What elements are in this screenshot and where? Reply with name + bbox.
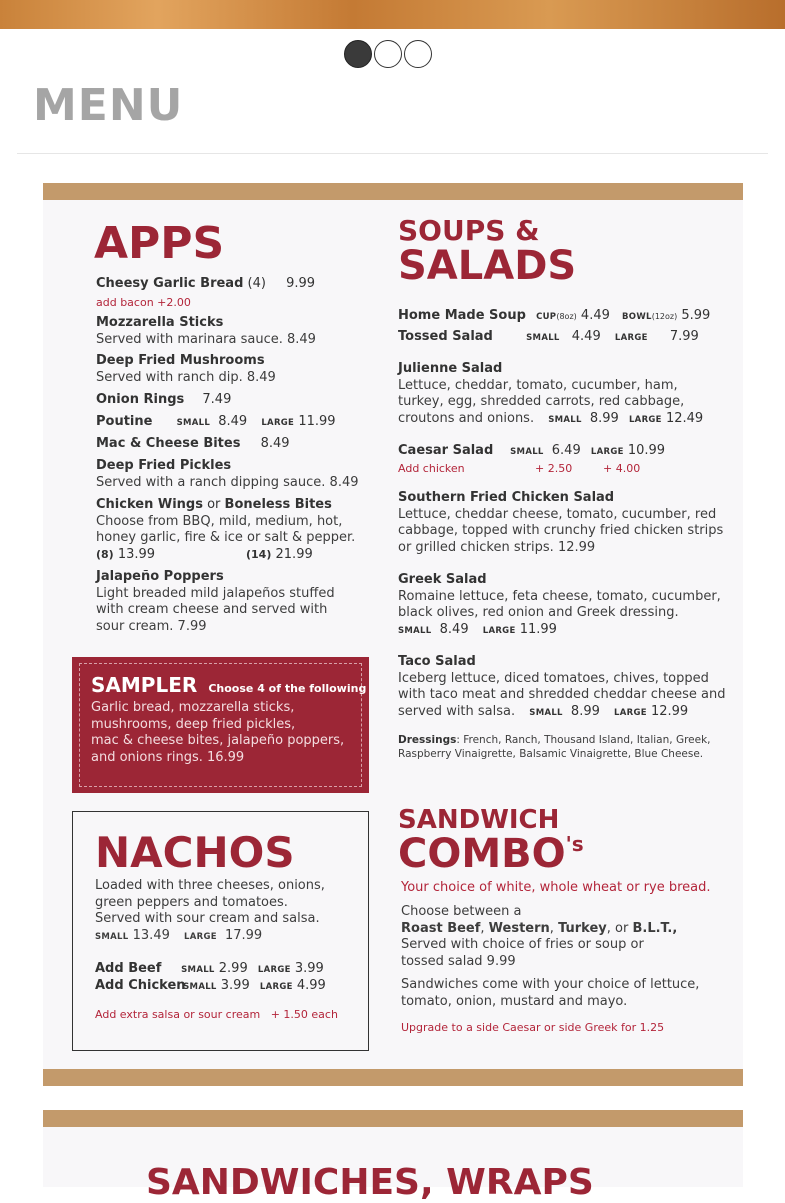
menu-item-cheesy-garlic-bread: [96, 276, 315, 293]
size-label: SMALL: [510, 447, 544, 457]
divider: [17, 153, 768, 154]
combo-line: tomato, onion, mustard and mayo.: [401, 993, 628, 1009]
menu-item-julienne-salad: [398, 361, 703, 428]
combo-line: Choose between a: [401, 904, 522, 919]
item-price: 11.99: [519, 621, 557, 637]
item-desc: Lettuce, cheddar cheese, tomato, cucumber, red: [398, 506, 717, 522]
item-price: 3.99: [294, 961, 324, 976]
separator: , or: [606, 920, 633, 936]
item-price: 4.49: [580, 308, 610, 323]
page-title: MENU: [33, 80, 184, 131]
size-label: LARGE: [482, 625, 516, 636]
size-label: SMALL: [95, 931, 129, 942]
menu-item-greek-salad: [398, 572, 721, 639]
item-name: Home Made Soup: [398, 308, 526, 323]
size-label: BOWL: [622, 312, 652, 322]
sampler-subtitle: Choose 4 of the following: [208, 682, 367, 695]
item-name: Cheesy Garlic Bread: [96, 276, 244, 291]
item-price: 7.49: [202, 392, 232, 407]
item-price: 17.99: [224, 927, 263, 943]
nachos-line: Served with sour cream and salsa.: [95, 911, 320, 926]
item-desc: Lettuce, cheddar, tomato, cucumber, ham,: [398, 377, 678, 393]
item-desc: with taco meat and shredded cheddar cheese and: [398, 687, 726, 702]
item-name: Caesar Salad: [398, 443, 494, 458]
menu-item-soup: [398, 308, 710, 326]
item-price: 12.49: [665, 410, 704, 426]
menu-item-poutine: [96, 414, 336, 432]
item-name: Greek Salad: [398, 572, 487, 587]
menu-item-jalapeno-poppers: [96, 569, 335, 635]
addon-price: + 4.00: [603, 461, 641, 475]
item-name: Deep Fried Mushrooms: [96, 353, 265, 368]
menu-item-mozzarella: [96, 315, 316, 348]
menu-band-top: [43, 183, 743, 200]
menu-item-caesar-salad: [398, 443, 665, 476]
item-desc: Served with a ranch dipping sauce. 8.49: [96, 474, 359, 490]
item-price: 8.99: [589, 410, 619, 426]
item-desc: or grilled chicken strips. 12.99: [398, 539, 596, 555]
combo-line: Sandwiches come with your choice of lettuce,: [401, 977, 700, 992]
item-price: 21.99: [275, 546, 313, 562]
item-name: Mozzarella Sticks: [96, 315, 224, 330]
item-name: Add Chicken: [95, 978, 186, 993]
size-label: SMALL: [181, 965, 215, 975]
sampler-box: [72, 657, 369, 793]
size-label: SMALL: [176, 418, 211, 428]
item-price: 8.49: [439, 621, 469, 637]
menu-item-taco-salad: [398, 654, 726, 721]
carousel-dots: [344, 40, 432, 68]
item-name: Chicken Wings: [96, 497, 203, 512]
item-name: Tossed Salad: [398, 329, 493, 344]
item-price: 5.99: [681, 308, 711, 323]
menu-image-panel: [43, 200, 743, 1069]
dressings-label: Dressings: [398, 734, 457, 746]
size-label: LARGE: [614, 333, 648, 343]
size-label: LARGE: [590, 447, 624, 457]
item-price: 3.99: [220, 978, 250, 993]
item-name: Deep Fried Pickles: [96, 458, 232, 473]
combo-option: Turkey: [558, 920, 607, 936]
item-name: Julienne Salad: [398, 361, 503, 376]
carousel-dot-1[interactable]: [344, 40, 372, 68]
item-desc: with cream cheese and served with: [96, 602, 328, 617]
menu-item-southern-salad: [398, 490, 723, 556]
item-name: Jalapeño Poppers: [96, 569, 224, 584]
item-desc: turkey, egg, shredded carrots, red cabbage,: [398, 394, 685, 409]
combo-upgrade-note: Upgrade to a side Caesar or side Greek for 1.25: [401, 1021, 665, 1034]
item-desc: black olives, red onion and Greek dressing.: [398, 605, 679, 620]
menu-item-mushrooms: [96, 353, 276, 386]
carousel-dot-3[interactable]: [404, 40, 432, 68]
size-label: LARGE: [184, 931, 217, 942]
nachos-line: green peppers and tomatoes.: [95, 894, 288, 910]
next-menu-panel: [43, 1127, 743, 1203]
menu-item-mac-cheese: [96, 436, 290, 453]
combo-heading-line2-wrap: [398, 831, 584, 877]
item-desc: croutons and onions.: [398, 410, 535, 426]
size-note: (12oz): [651, 312, 678, 321]
soups-heading-line1: SOUPS &: [398, 214, 540, 247]
next-menu-band-top: [43, 1110, 743, 1127]
sampler-desc: [91, 700, 344, 766]
item-price: 10.99: [627, 443, 666, 458]
hero-image: [0, 0, 785, 29]
soups-heading-line2: SALADS: [398, 243, 577, 289]
sampler-line: mushrooms, deep fried pickles,: [91, 716, 296, 732]
size-label: LARGE: [259, 982, 293, 992]
combo-option: Western: [488, 920, 550, 936]
apps-heading: APPS: [94, 218, 225, 269]
size-label: LARGE: [628, 414, 662, 425]
item-price: 4.99: [296, 978, 326, 993]
size-label: SMALL: [183, 982, 217, 992]
dressings-list: : French, Ranch, Thousand Island, Italian, Greek,: [456, 734, 711, 746]
combo-heading-line2: COMBO: [398, 831, 566, 877]
menu-band-bottom: [43, 1069, 743, 1086]
size-label: LARGE: [257, 965, 291, 975]
sampler-line: and onions rings. 16.99: [91, 749, 245, 765]
item-name: Poutine: [96, 414, 153, 429]
nachos-add-beef: [95, 961, 324, 979]
item-name: Southern Fried Chicken Salad: [398, 490, 615, 505]
item-desc: cabbage, topped with crunchy fried chicken strips: [398, 523, 724, 538]
size-label: LARGE: [614, 707, 647, 718]
item-desc: Light breaded mild jalapeños stuffed: [96, 585, 335, 601]
size-label: CUP: [536, 312, 557, 322]
combo-option: Roast Beef: [401, 920, 481, 936]
item-price: 13.49: [132, 927, 170, 943]
size-label: SMALL: [548, 414, 582, 425]
item-desc: Iceberg lettuce, diced tomatoes, chives, topped: [398, 670, 709, 686]
item-price: 8.49: [260, 436, 290, 451]
item-price: 2.99: [218, 961, 248, 976]
menu-item-tossed-salad: [398, 329, 699, 347]
nachos-extra-note: Add extra salsa or sour cream + 1.50 each: [95, 1008, 338, 1021]
item-desc: Romaine lettuce, feta cheese, tomato, cucumber,: [398, 588, 721, 604]
item-desc: served with salsa.: [398, 703, 516, 719]
sampler-line: Garlic bread, mozzarella sticks,: [91, 700, 295, 715]
sampler-title: SAMPLER: [91, 673, 198, 697]
size-label: SMALL: [529, 707, 563, 718]
item-desc: Served with marinara sauce. 8.49: [96, 331, 316, 347]
item-price: 8.49: [218, 414, 248, 429]
combo-line: tossed salad 9.99: [401, 953, 516, 969]
nachos-add-chicken: [95, 978, 326, 996]
carousel-dot-2[interactable]: [374, 40, 402, 68]
item-or: or: [207, 497, 221, 512]
dressings-list: Raspberry Vinaigrette, Balsamic Vinaigrette, Blue Cheese.: [398, 748, 704, 760]
item-name: Taco Salad: [398, 654, 476, 669]
item-price: 4.49: [571, 329, 601, 344]
item-desc: honey garlic, fire & ice or salt & pepper.: [96, 530, 356, 545]
nachos-box: [72, 811, 369, 1051]
addon-chicken: Add chicken: [398, 461, 465, 475]
separator: ,: [549, 920, 559, 936]
item-qty: (4): [247, 276, 266, 291]
menu-item-pickles: [96, 458, 359, 491]
next-section-heading: SANDWICHES, WRAPS: [146, 1162, 594, 1203]
addon-price: + 2.50: [535, 461, 573, 475]
item-desc: sour cream. 7.99: [96, 618, 207, 634]
menu-item-wings: [96, 497, 356, 564]
item-name: Onion Rings: [96, 392, 185, 407]
item-name: Add Beef: [95, 961, 162, 976]
item-qty: (8): [96, 547, 114, 561]
dressings-note: [398, 733, 711, 761]
combo-heading-suffix: 's: [565, 832, 584, 856]
separator: ,: [480, 920, 489, 936]
combo-toppings: [401, 977, 699, 1010]
item-price: 7.99: [669, 329, 699, 344]
item-name: Mac & Cheese Bites: [96, 436, 241, 451]
item-price: 12.99: [650, 703, 689, 719]
item-price: 11.99: [298, 414, 336, 429]
menu-item-onion-rings: [96, 392, 231, 409]
item-price: 13.99: [117, 546, 156, 562]
addon-bacon: add bacon +2.00: [96, 296, 191, 309]
size-label: SMALL: [398, 625, 432, 636]
nachos-heading: NACHOS: [95, 828, 295, 877]
item-price: 9.99: [286, 276, 316, 291]
nachos-line: Loaded with three cheeses, onions,: [95, 878, 325, 893]
item-name-alt: Boneless Bites: [224, 497, 332, 512]
combo-bread-choice: Your choice of white, whole wheat or rye bread.: [401, 880, 711, 895]
combo-option: B.L.T.,: [632, 920, 678, 936]
nachos-desc: [95, 878, 325, 945]
size-note: (8oz): [556, 312, 577, 321]
item-price: 6.49: [551, 443, 581, 458]
combo-desc: [401, 904, 677, 970]
size-label: SMALL: [526, 333, 560, 343]
combo-heading-line1: SANDWICH: [398, 805, 560, 835]
item-desc: Served with ranch dip. 8.49: [96, 369, 276, 385]
item-qty: (14): [246, 547, 272, 561]
size-label: LARGE: [261, 418, 295, 428]
sampler-title-row: [91, 673, 366, 697]
combo-line: Served with choice of fries or soup or: [401, 937, 644, 952]
item-price: 8.99: [570, 703, 600, 719]
sampler-line: mac & cheese bites, jalapeño poppers,: [91, 733, 345, 748]
item-desc: Choose from BBQ, mild, medium, hot,: [96, 513, 343, 529]
